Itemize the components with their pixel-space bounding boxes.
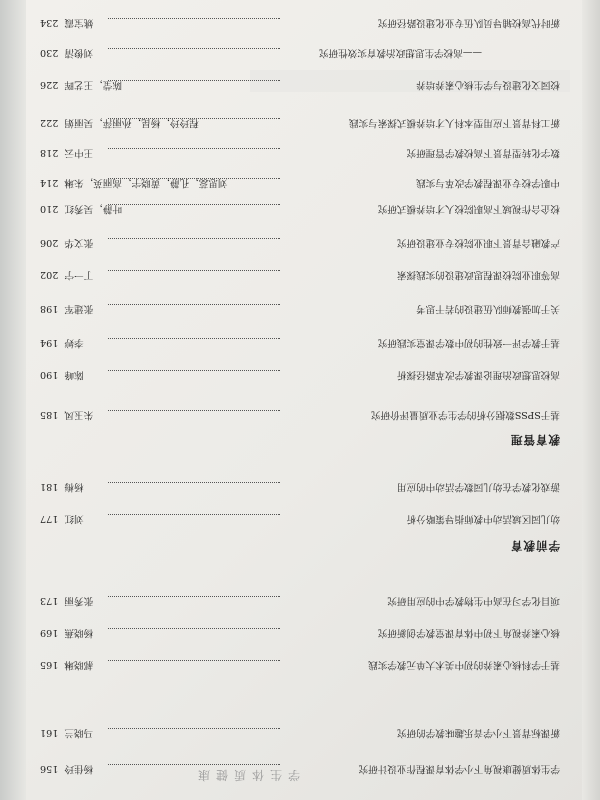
entry-title: 幼儿园区域活动中教师指导策略分析 [406,513,560,524]
entry-title: 数字化转型背景下高校教学管理研究 [406,147,560,158]
entry-title: 高等职业院校课程思政建设的实践探索 [396,269,560,280]
entry-page: 210 [40,203,59,214]
dot-leader [108,238,280,239]
entry-author: 陈莹，王艺晖 [64,79,122,90]
faint-section-header: 学生体质健康 [191,768,300,782]
entry-page: 169 [40,627,59,638]
entry-page: 234 [40,17,59,28]
entry-author: 马晓兰 [64,727,94,738]
entry-page: 206 [40,237,59,248]
entry-author: 杨晓燕 [64,627,94,638]
entry-author: 王中云 [64,147,94,158]
entry-author: 杨佳玲 [64,763,94,774]
dot-leader [108,270,280,271]
toc-entry [0,266,600,282]
dot-leader [108,304,280,305]
entry-author: 郝晓琳 [64,659,94,670]
entry-author: 程玲玲，杨昆，孙丽萍，吴丽娟 [64,117,199,128]
entry-author: 叶静，吴秀红 [64,203,122,214]
dot-leader [108,764,280,765]
toc-entry [0,656,600,672]
entry-page: 190 [40,369,59,380]
dot-leader [108,148,280,149]
entry-title: 产教融合背景下职业院校专业建设研究 [396,237,560,248]
entry-author: 刘红 [64,513,84,524]
entry-title: 基于学科核心素养的初中美术大单元教学实践 [368,659,560,670]
entry-title: 关于加强教师队伍建设的若干思考 [416,303,560,314]
toc-entry [0,334,600,350]
toc-entry [0,114,600,130]
entry-title: 高校思想政治理论课教学改革路径探析 [396,369,560,380]
entry-author: 张秀丽 [64,595,94,606]
toc-entry [0,724,600,740]
toc-entry [0,300,600,316]
dot-leader [108,204,280,205]
entry-title: 新时代高校辅导员队伍专业化建设路径研究 [377,17,560,28]
entry-title: 基于教学评一致性的初中数学课堂实践研究 [377,337,560,348]
entry-title: 新课标背景下小学音乐趣味教学的研究 [396,727,560,738]
entry-title: 项目化学习在高中生物教学中的应用研究 [387,595,560,606]
dot-leader [108,628,280,629]
entry-author: 丁一宁 [64,269,94,280]
section-heading: 教育管理 [510,433,560,447]
entry-author: 张建军 [64,303,94,314]
entry-author: 姚宝霞 [64,17,94,28]
entry-page: 222 [40,117,59,128]
entry-page: 202 [40,269,59,280]
toc-entry [0,14,600,30]
entry-author: 李婷 [64,337,84,348]
toc-entry [0,200,600,216]
entry-page: 226 [40,79,59,90]
toc-entry [0,760,600,776]
entry-title: 基于SPSS数据分析的学生学业质量评价研究 [370,409,560,420]
dot-leader [108,482,280,483]
entry-page: 181 [40,481,59,492]
toc-entry [0,234,600,250]
entry-author: 刘思蕊，孔静，黄晓宇，高丽英，朱琳 [64,177,228,188]
dot-leader [108,48,280,49]
entry-author: 刘俊清 [64,47,94,58]
entry-page: 198 [40,303,59,314]
dot-leader [108,18,280,19]
dot-leader [108,596,280,597]
toc-entry [0,76,600,92]
entry-page: 173 [40,595,59,606]
entry-page: 218 [40,147,59,158]
entry-title: 学生体质健康视角下小学体育课程作业设计研究 [358,763,560,774]
toc-entry [0,144,600,160]
entry-page: 165 [40,659,59,670]
entry-page: 230 [40,47,59,58]
toc-entry [0,366,600,382]
entry-title: 校园文化建设与学生核心素养培养 [416,79,560,90]
dot-leader [108,660,280,661]
entry-title: 核心素养视角下初中体育课堂教学创新研究 [377,627,560,638]
entry-page: 156 [40,763,59,774]
entry-author: 杨梅 [64,481,84,492]
entry-title: ——高校学生思想政治教育实效性研究 [318,47,482,58]
entry-page: 177 [40,513,59,524]
toc-entry [0,510,600,526]
entry-page: 214 [40,177,59,188]
entry-title: 新工科背景下应用型本科人才培养模式探索与实践 [348,117,560,128]
entry-page: 194 [40,337,59,348]
entry-author: 张文华 [64,237,94,248]
dot-leader [108,410,280,411]
entry-page: 161 [40,727,59,738]
entry-title: 校企合作视域下高职院校人才培养模式研究 [377,203,560,214]
entry-author: 朱玉凤 [64,409,94,420]
toc-entry [0,44,600,60]
section-heading: 学前教育 [510,539,560,553]
dot-leader [108,728,280,729]
toc-entry [0,174,600,190]
dot-leader [108,514,280,515]
toc-entry [0,624,600,640]
toc-entry [0,478,600,494]
toc-entry [0,406,600,422]
dot-leader [108,370,280,371]
toc-entry [0,592,600,608]
entry-author: 陈峰 [64,369,84,380]
entry-title: 中职学校专业课程教学改革与实践 [416,177,560,188]
entry-title: 游戏化教学在幼儿园数学活动中的应用 [396,481,560,492]
entry-page: 185 [40,409,59,420]
dot-leader [108,80,280,81]
dot-leader [108,338,280,339]
